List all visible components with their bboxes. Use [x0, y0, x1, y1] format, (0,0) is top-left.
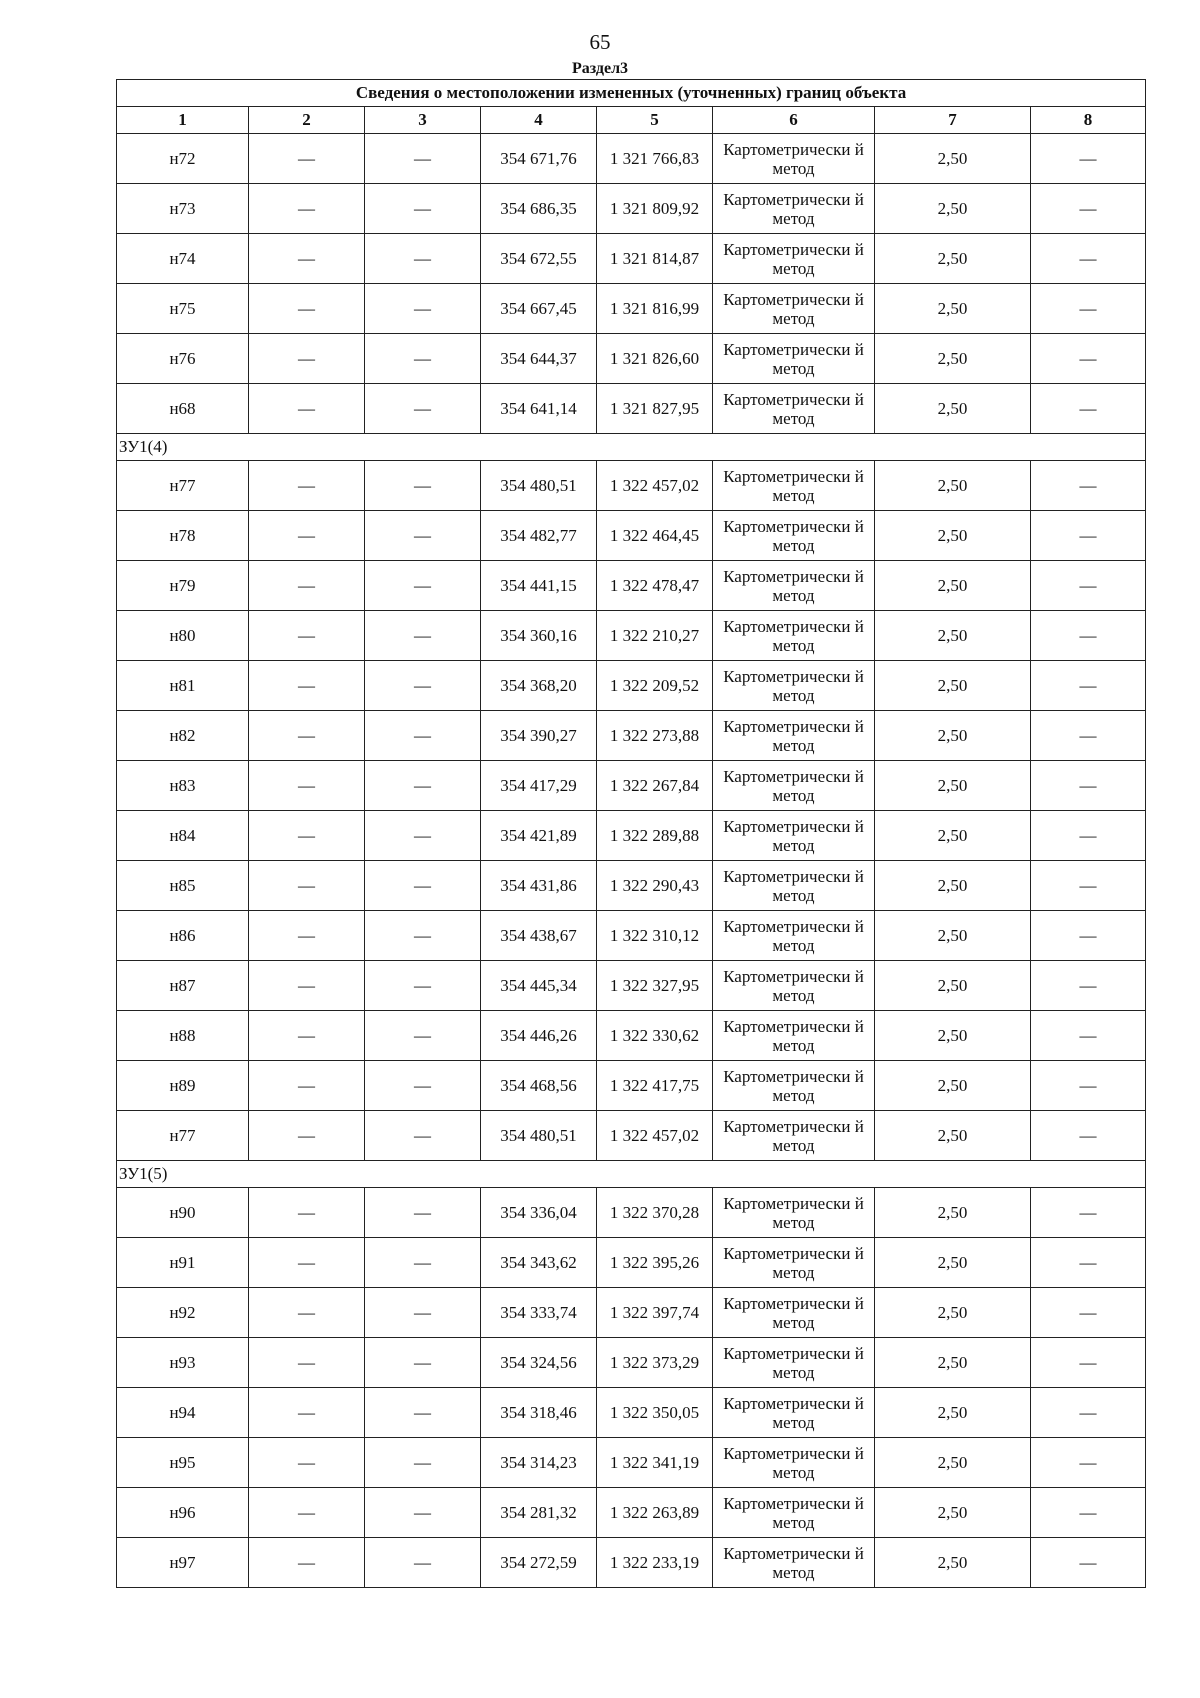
accuracy: 2,50: [875, 1288, 1031, 1338]
method: Картометрически й метод: [713, 861, 875, 911]
table-row: [117, 711, 1146, 761]
method: Картометрически й метод: [713, 134, 875, 184]
point-id: н75: [117, 284, 249, 334]
table-row: [117, 1238, 1146, 1288]
point-id: н79: [117, 561, 249, 611]
point-id: н89: [117, 1061, 249, 1111]
col-2-value: —: [249, 1061, 365, 1111]
col-2-value: —: [249, 1238, 365, 1288]
table-row: [117, 661, 1146, 711]
col-8-value: —: [1031, 1111, 1146, 1161]
col-3-value: —: [365, 561, 481, 611]
point-id: н86: [117, 911, 249, 961]
coord-y: 1 322 289,88: [597, 811, 713, 861]
col-3-value: —: [365, 1238, 481, 1288]
col-3-value: —: [365, 1111, 481, 1161]
table-row: [117, 561, 1146, 611]
point-id: н77: [117, 461, 249, 511]
col-2-value: —: [249, 561, 365, 611]
col-3-value: —: [365, 1538, 481, 1588]
page-number: 65: [589, 30, 611, 54]
table-row: [117, 811, 1146, 861]
coord-y: 1 322 478,47: [597, 561, 713, 611]
coord-x: 354 644,37: [481, 334, 597, 384]
point-id: н72: [117, 134, 249, 184]
col-3-value: —: [365, 461, 481, 511]
col-2-value: —: [249, 511, 365, 561]
table-row: [117, 611, 1146, 661]
column-header-3: 3: [365, 107, 481, 134]
table-row: [117, 1488, 1146, 1538]
point-id: н82: [117, 711, 249, 761]
table-row: [117, 1011, 1146, 1061]
col-8-value: —: [1031, 611, 1146, 661]
col-3-value: —: [365, 961, 481, 1011]
col-2-value: —: [249, 461, 365, 511]
table-row: [117, 184, 1146, 234]
accuracy: 2,50: [875, 334, 1031, 384]
method: Картометрически й метод: [713, 234, 875, 284]
coord-y: 1 322 370,28: [597, 1188, 713, 1238]
point-id: н88: [117, 1011, 249, 1061]
point-id: н97: [117, 1538, 249, 1588]
point-id: н80: [117, 611, 249, 661]
accuracy: 2,50: [875, 1111, 1031, 1161]
coord-x: 354 482,77: [481, 511, 597, 561]
point-id: н90: [117, 1188, 249, 1238]
coord-y: 1 322 263,89: [597, 1488, 713, 1538]
point-id: н93: [117, 1338, 249, 1388]
accuracy: 2,50: [875, 234, 1031, 284]
accuracy: 2,50: [875, 1188, 1031, 1238]
col-2-value: —: [249, 1288, 365, 1338]
col-8-value: —: [1031, 1438, 1146, 1488]
coord-x: 354 281,32: [481, 1488, 597, 1538]
col-3-value: —: [365, 761, 481, 811]
col-2-value: —: [249, 961, 365, 1011]
col-3-value: —: [365, 1488, 481, 1538]
col-2-value: —: [249, 1188, 365, 1238]
col-8-value: —: [1031, 861, 1146, 911]
coord-y: 1 321 766,83: [597, 134, 713, 184]
column-header-5: 5: [597, 107, 713, 134]
col-2-value: —: [249, 1488, 365, 1538]
coord-x: 354 480,51: [481, 461, 597, 511]
col-8-value: —: [1031, 711, 1146, 761]
table-caption: Сведения о местоположении измененных (уточненных) границ объекта: [117, 80, 1146, 107]
section-title: Раздел3: [571, 60, 629, 77]
coord-x: 354 360,16: [481, 611, 597, 661]
group-label: ЗУ1(5): [117, 1161, 1146, 1188]
point-id: н84: [117, 811, 249, 861]
method: Картометрически й метод: [713, 1011, 875, 1061]
coord-y: 1 322 341,19: [597, 1438, 713, 1488]
coord-x: 354 438,67: [481, 911, 597, 961]
col-3-value: —: [365, 861, 481, 911]
table-row: [117, 861, 1146, 911]
accuracy: 2,50: [875, 511, 1031, 561]
table-row: [117, 1188, 1146, 1238]
col-3-value: —: [365, 1338, 481, 1388]
method: Картометрически й метод: [713, 911, 875, 961]
coord-y: 1 322 290,43: [597, 861, 713, 911]
table-row: [117, 961, 1146, 1011]
col-8-value: —: [1031, 1338, 1146, 1388]
point-id: н83: [117, 761, 249, 811]
col-2-value: —: [249, 911, 365, 961]
col-8-value: —: [1031, 911, 1146, 961]
col-8-value: —: [1031, 134, 1146, 184]
col-8-value: —: [1031, 761, 1146, 811]
col-3-value: —: [365, 911, 481, 961]
table-row: [117, 284, 1146, 334]
col-3-value: —: [365, 384, 481, 434]
method: Картометрически й метод: [713, 1238, 875, 1288]
method: Картометрически й метод: [713, 1488, 875, 1538]
col-3-value: —: [365, 334, 481, 384]
point-id: н91: [117, 1238, 249, 1288]
accuracy: 2,50: [875, 561, 1031, 611]
coord-y: 1 322 209,52: [597, 661, 713, 711]
coord-x: 354 641,14: [481, 384, 597, 434]
method: Картометрически й метод: [713, 461, 875, 511]
method: Картометрически й метод: [713, 661, 875, 711]
method: Картометрически й метод: [713, 1338, 875, 1388]
col-2-value: —: [249, 711, 365, 761]
method: Картометрически й метод: [713, 284, 875, 334]
col-3-value: —: [365, 1388, 481, 1438]
accuracy: 2,50: [875, 811, 1031, 861]
col-8-value: —: [1031, 1488, 1146, 1538]
col-3-value: —: [365, 1438, 481, 1488]
accuracy: 2,50: [875, 1438, 1031, 1488]
col-2-value: —: [249, 284, 365, 334]
table-row: [117, 761, 1146, 811]
col-8-value: —: [1031, 511, 1146, 561]
col-3-value: —: [365, 711, 481, 761]
coord-y: 1 322 210,27: [597, 611, 713, 661]
accuracy: 2,50: [875, 1538, 1031, 1588]
point-id: н73: [117, 184, 249, 234]
column-header-8: 8: [1031, 107, 1146, 134]
accuracy: 2,50: [875, 1061, 1031, 1111]
method: Картометрически й метод: [713, 711, 875, 761]
col-3-value: —: [365, 134, 481, 184]
col-2-value: —: [249, 661, 365, 711]
point-id: н68: [117, 384, 249, 434]
column-header-7: 7: [875, 107, 1031, 134]
coord-y: 1 322 373,29: [597, 1338, 713, 1388]
table-row: [117, 1111, 1146, 1161]
coord-x: 354 324,56: [481, 1338, 597, 1388]
method: Картометрически й метод: [713, 1061, 875, 1111]
col-3-value: —: [365, 511, 481, 561]
point-id: н94: [117, 1388, 249, 1438]
point-id: н85: [117, 861, 249, 911]
method: Картометрически й метод: [713, 334, 875, 384]
col-8-value: —: [1031, 1188, 1146, 1238]
column-header-6: 6: [713, 107, 875, 134]
coord-y: 1 322 330,62: [597, 1011, 713, 1061]
accuracy: 2,50: [875, 1238, 1031, 1288]
table-row: [117, 1338, 1146, 1388]
accuracy: 2,50: [875, 961, 1031, 1011]
coord-x: 354 333,74: [481, 1288, 597, 1338]
point-id: н87: [117, 961, 249, 1011]
boundary-coordinates-table: [116, 79, 1146, 1588]
point-id: н78: [117, 511, 249, 561]
col-8-value: —: [1031, 561, 1146, 611]
coord-x: 354 314,23: [481, 1438, 597, 1488]
accuracy: 2,50: [875, 761, 1031, 811]
method: Картометрически й метод: [713, 1438, 875, 1488]
coord-x: 354 480,51: [481, 1111, 597, 1161]
col-2-value: —: [249, 1338, 365, 1388]
accuracy: 2,50: [875, 284, 1031, 334]
method: Картометрически й метод: [713, 184, 875, 234]
table-row: [117, 1388, 1146, 1438]
coord-y: 1 322 327,95: [597, 961, 713, 1011]
coord-x: 354 686,35: [481, 184, 597, 234]
col-8-value: —: [1031, 811, 1146, 861]
coord-x: 354 336,04: [481, 1188, 597, 1238]
group-row: [117, 434, 1146, 461]
col-2-value: —: [249, 1011, 365, 1061]
accuracy: 2,50: [875, 1388, 1031, 1438]
point-id: н96: [117, 1488, 249, 1538]
col-3-value: —: [365, 661, 481, 711]
method: Картометрически й метод: [713, 1188, 875, 1238]
col-2-value: —: [249, 384, 365, 434]
col-3-value: —: [365, 611, 481, 661]
coord-y: 1 321 816,99: [597, 284, 713, 334]
col-3-value: —: [365, 1188, 481, 1238]
table-row: [117, 234, 1146, 284]
col-8-value: —: [1031, 1288, 1146, 1338]
col-8-value: —: [1031, 184, 1146, 234]
method: Картометрически й метод: [713, 561, 875, 611]
col-2-value: —: [249, 234, 365, 284]
col-3-value: —: [365, 234, 481, 284]
coord-y: 1 322 233,19: [597, 1538, 713, 1588]
point-id: н76: [117, 334, 249, 384]
col-3-value: —: [365, 1011, 481, 1061]
col-3-value: —: [365, 184, 481, 234]
col-2-value: —: [249, 811, 365, 861]
coord-x: 354 441,15: [481, 561, 597, 611]
coord-y: 1 322 273,88: [597, 711, 713, 761]
accuracy: 2,50: [875, 134, 1031, 184]
col-3-value: —: [365, 284, 481, 334]
col-2-value: —: [249, 611, 365, 661]
accuracy: 2,50: [875, 461, 1031, 511]
col-8-value: —: [1031, 234, 1146, 284]
coord-y: 1 322 457,02: [597, 461, 713, 511]
col-2-value: —: [249, 1438, 365, 1488]
col-8-value: —: [1031, 334, 1146, 384]
method: Картометрически й метод: [713, 1288, 875, 1338]
col-3-value: —: [365, 811, 481, 861]
col-2-value: —: [249, 1111, 365, 1161]
method: Картометрически й метод: [713, 1111, 875, 1161]
col-2-value: —: [249, 761, 365, 811]
accuracy: 2,50: [875, 1011, 1031, 1061]
coord-x: 354 390,27: [481, 711, 597, 761]
table-row: [117, 1438, 1146, 1488]
coord-x: 354 445,34: [481, 961, 597, 1011]
table-row: [117, 461, 1146, 511]
method: Картометрически й метод: [713, 961, 875, 1011]
table-row: [117, 1538, 1146, 1588]
accuracy: 2,50: [875, 611, 1031, 661]
group-label: ЗУ1(4): [117, 434, 1146, 461]
coord-x: 354 672,55: [481, 234, 597, 284]
coord-y: 1 321 827,95: [597, 384, 713, 434]
method: Картометрически й метод: [713, 384, 875, 434]
point-id: н95: [117, 1438, 249, 1488]
col-8-value: —: [1031, 1061, 1146, 1111]
table-row: [117, 334, 1146, 384]
method: Картометрически й метод: [713, 761, 875, 811]
col-8-value: —: [1031, 961, 1146, 1011]
coord-y: 1 322 397,74: [597, 1288, 713, 1338]
col-3-value: —: [365, 1288, 481, 1338]
coord-x: 354 318,46: [481, 1388, 597, 1438]
column-header-2: 2: [249, 107, 365, 134]
col-8-value: —: [1031, 384, 1146, 434]
method: Картометрически й метод: [713, 1388, 875, 1438]
col-8-value: —: [1031, 1388, 1146, 1438]
method: Картометрически й метод: [713, 1538, 875, 1588]
col-2-value: —: [249, 334, 365, 384]
col-8-value: —: [1031, 1011, 1146, 1061]
coord-y: 1 322 457,02: [597, 1111, 713, 1161]
point-id: н77: [117, 1111, 249, 1161]
accuracy: 2,50: [875, 911, 1031, 961]
coord-y: 1 322 310,12: [597, 911, 713, 961]
table-row: [117, 1061, 1146, 1111]
group-row: [117, 1161, 1146, 1188]
method: Картометрически й метод: [713, 511, 875, 561]
col-3-value: —: [365, 1061, 481, 1111]
table-row: [117, 511, 1146, 561]
table-row: [117, 134, 1146, 184]
coord-x: 354 667,45: [481, 284, 597, 334]
col-2-value: —: [249, 1538, 365, 1588]
point-id: н92: [117, 1288, 249, 1338]
column-header-4: 4: [481, 107, 597, 134]
accuracy: 2,50: [875, 861, 1031, 911]
col-2-value: —: [249, 1388, 365, 1438]
col-2-value: —: [249, 184, 365, 234]
coord-x: 354 368,20: [481, 661, 597, 711]
coord-y: 1 322 267,84: [597, 761, 713, 811]
col-8-value: —: [1031, 461, 1146, 511]
method: Картометрически й метод: [713, 811, 875, 861]
coord-x: 354 671,76: [481, 134, 597, 184]
column-header-1: 1: [117, 107, 249, 134]
coord-y: 1 322 464,45: [597, 511, 713, 561]
coord-x: 354 343,62: [481, 1238, 597, 1288]
col-8-value: —: [1031, 1238, 1146, 1288]
coord-y: 1 322 417,75: [597, 1061, 713, 1111]
point-id: н74: [117, 234, 249, 284]
coord-y: 1 321 814,87: [597, 234, 713, 284]
coord-y: 1 322 395,26: [597, 1238, 713, 1288]
accuracy: 2,50: [875, 1338, 1031, 1388]
accuracy: 2,50: [875, 661, 1031, 711]
coord-y: 1 322 350,05: [597, 1388, 713, 1438]
coord-y: 1 321 826,60: [597, 334, 713, 384]
col-8-value: —: [1031, 1538, 1146, 1588]
accuracy: 2,50: [875, 184, 1031, 234]
coord-x: 354 417,29: [481, 761, 597, 811]
coord-x: 354 468,56: [481, 1061, 597, 1111]
coord-y: 1 321 809,92: [597, 184, 713, 234]
col-8-value: —: [1031, 284, 1146, 334]
accuracy: 2,50: [875, 711, 1031, 761]
column-header-row: [117, 107, 1146, 134]
coord-x: 354 272,59: [481, 1538, 597, 1588]
col-2-value: —: [249, 134, 365, 184]
col-8-value: —: [1031, 661, 1146, 711]
coord-x: 354 421,89: [481, 811, 597, 861]
method: Картометрически й метод: [713, 611, 875, 661]
table-row: [117, 384, 1146, 434]
accuracy: 2,50: [875, 384, 1031, 434]
table-row: [117, 911, 1146, 961]
coord-x: 354 446,26: [481, 1011, 597, 1061]
point-id: н81: [117, 661, 249, 711]
coord-x: 354 431,86: [481, 861, 597, 911]
col-2-value: —: [249, 861, 365, 911]
accuracy: 2,50: [875, 1488, 1031, 1538]
table-row: [117, 1288, 1146, 1338]
